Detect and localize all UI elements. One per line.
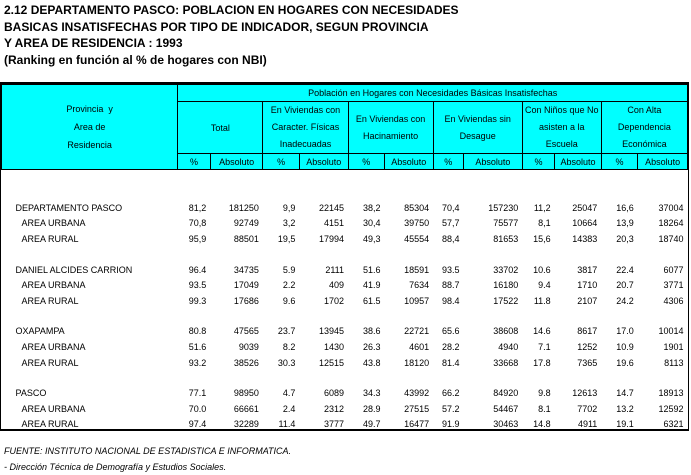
pct-cell: 28.9	[362, 403, 381, 414]
pct-cell: 8,1	[538, 218, 551, 229]
abs-header: Absoluto	[464, 154, 523, 170]
row-header-line-2: Area de	[73, 122, 106, 132]
pct-cell: 9.6	[282, 295, 296, 306]
pct-cell: 96.4	[188, 264, 207, 275]
pct-cell: 30.3	[277, 357, 296, 368]
abs-cell: 12613	[572, 388, 598, 399]
spacer-row	[2, 309, 688, 324]
pct-cell: 91.9	[441, 419, 460, 430]
abs-cell: 17522	[493, 295, 519, 306]
pct-cell: 19.6	[616, 357, 634, 368]
pct-cell: 14.7	[616, 388, 634, 399]
abs-header: Absoluto	[384, 154, 433, 170]
abs-cell: 1430	[323, 341, 345, 352]
abs-cell: 27515	[404, 403, 430, 414]
title-line-4: (Ranking en función al % de hogares con NBI)	[4, 52, 267, 67]
row-label: AREA URBANA	[21, 218, 86, 229]
abs-cell: 7365	[577, 357, 598, 368]
pct-header: %	[348, 154, 384, 170]
abs-cell: 66661	[233, 403, 259, 414]
abs-header: Absoluto	[299, 154, 348, 170]
pct-cell: 19,5	[277, 233, 296, 244]
pct-cell: 77.1	[188, 388, 207, 399]
abs-cell: 1710	[577, 280, 598, 291]
pct-cell: 3,2	[282, 218, 296, 229]
group-header-escuela	[522, 102, 601, 154]
pct-cell: 88.7	[441, 280, 460, 291]
table-row-area	[2, 401, 688, 417]
abs-header: Absoluto	[638, 154, 688, 170]
pct-cell: 81,2	[188, 202, 207, 213]
top-spacer-row	[2, 185, 688, 200]
abs-cell: 88501	[233, 233, 259, 244]
abs-cell: 409	[328, 280, 345, 291]
pct-cell: 16,6	[616, 202, 634, 213]
abs-cell: 17049	[233, 280, 259, 291]
pct-header: %	[601, 154, 637, 170]
abs-cell: 39750	[404, 218, 430, 229]
pct-cell: 28.2	[441, 341, 460, 352]
abs-cell: 18591	[404, 264, 430, 275]
abs-header: Absoluto	[555, 154, 602, 170]
abs-cell: 18740	[658, 233, 684, 244]
abs-header: Absoluto	[210, 154, 263, 170]
pct-cell: 2.2	[282, 280, 296, 291]
abs-cell: 12592	[658, 403, 684, 414]
abs-cell: 1252	[577, 341, 598, 352]
pct-cell: 34.3	[362, 388, 381, 399]
top-spacer-row	[2, 170, 688, 186]
abs-cell: 34735	[233, 264, 259, 275]
abs-cell: 10014	[658, 326, 684, 337]
abs-cell: 10664	[572, 218, 598, 229]
table-row-province	[2, 200, 688, 216]
pct-cell: 38.6	[362, 326, 381, 337]
row-label: AREA URBANA	[21, 341, 86, 352]
abs-cell: 47565	[233, 326, 259, 337]
pct-cell: 80.8	[188, 326, 207, 337]
abs-cell: 3771	[663, 280, 684, 291]
footer-department: - Dirección Técnica de Demografía y Estudios Sociales.	[4, 462, 227, 472]
row-label: OXAPAMPA	[15, 326, 65, 337]
abs-cell: 84920	[493, 388, 519, 399]
abs-cell: 4306	[663, 295, 684, 306]
abs-cell: 4601	[409, 341, 430, 352]
pct-cell: 13.2	[616, 403, 634, 414]
abs-cell: 17686	[233, 295, 259, 306]
pct-cell: 20,3	[616, 233, 634, 244]
pct-cell: 11.4	[278, 419, 296, 430]
abs-cell: 2111	[325, 264, 345, 275]
table-row-province	[2, 324, 688, 340]
footer-source: FUENTE: INSTITUTO NACIONAL DE ESTADISTICA E INFORMATICA.	[4, 446, 292, 456]
abs-cell: 18264	[658, 218, 684, 229]
pct-cell: 14.8	[533, 419, 551, 430]
title-line-2: BASICAS INSATISFECHAS POR TIPO DE INDICADOR, SEGUN PROVINCIA	[4, 19, 429, 34]
abs-cell: 38608	[493, 326, 519, 337]
abs-cell: 32289	[233, 419, 259, 430]
pct-cell: 23.7	[277, 326, 296, 337]
abs-cell: 3777	[323, 419, 345, 430]
pct-cell: 93.2	[188, 357, 207, 368]
abs-cell: 4151	[323, 218, 345, 229]
table-row-province	[2, 262, 688, 278]
title-line-3: Y AREA DE RESIDENCIA : 1993	[4, 36, 183, 50]
pct-cell: 70.0	[188, 403, 207, 414]
abs-cell: 4940	[498, 341, 519, 352]
abs-cell: 37004	[658, 202, 684, 213]
table-title	[4, 2, 459, 68]
pct-cell: 15,6	[533, 233, 551, 244]
group-header-desague-text: En Viviendas sin Desague	[444, 113, 511, 141]
pct-header: %	[178, 154, 210, 170]
abs-cell: 22145	[318, 202, 345, 213]
abs-cell: 9039	[238, 341, 259, 352]
row-label: DANIEL ALCIDES CARRION	[15, 264, 133, 275]
group-header-dependencia-text: Con Alta Dependencia Económica	[617, 105, 671, 149]
abs-cell: 18120	[404, 357, 430, 368]
row-label: DEPARTAMENTO PASCO	[15, 202, 123, 213]
pct-cell: 24.2	[616, 295, 634, 306]
pct-cell: 93.5	[188, 280, 207, 291]
pct-cell: 93.5	[441, 264, 460, 275]
abs-cell: 16477	[404, 419, 430, 430]
abs-cell: 4911	[577, 419, 598, 430]
pct-header: %	[433, 154, 463, 170]
nbi-table-container	[0, 82, 689, 431]
abs-cell: 8617	[577, 326, 598, 337]
pct-cell: 41.9	[362, 280, 381, 291]
pct-cell: 8.1	[538, 403, 551, 414]
spacer-cell	[2, 309, 688, 324]
abs-cell: 54467	[493, 403, 519, 414]
pct-cell: 95,9	[188, 233, 207, 244]
row-label: AREA URBANA	[21, 280, 86, 291]
spacer-row	[2, 370, 688, 385]
pct-cell: 43.8	[362, 357, 381, 368]
abs-cell: 12515	[318, 357, 345, 368]
abs-cell: 7634	[409, 280, 430, 291]
table-row-province	[2, 385, 688, 401]
abs-cell: 18913	[658, 388, 684, 399]
row-label: AREA RURAL	[21, 295, 79, 306]
abs-cell: 43992	[404, 388, 430, 399]
pct-cell: 57,7	[441, 218, 460, 229]
spacer-cell	[2, 247, 688, 262]
abs-cell: 6077	[663, 264, 684, 275]
abs-cell: 10957	[404, 295, 430, 306]
pct-cell: 38,2	[362, 202, 381, 213]
pct-cell: 66.2	[441, 388, 460, 399]
pct-cell: 70,8	[188, 218, 207, 229]
pct-cell: 17.8	[533, 357, 551, 368]
table-row-area	[2, 277, 688, 293]
abs-cell: 2312	[323, 403, 345, 414]
pct-cell: 61.5	[362, 295, 381, 306]
pct-cell: 7.1	[538, 341, 551, 352]
row-label: AREA URBANA	[21, 403, 86, 414]
abs-cell: 38526	[233, 357, 259, 368]
group-header-caracter-text: En Viviendas con Caracter. Físicas Inadecuadas	[270, 105, 341, 149]
pct-cell: 81.4	[441, 357, 460, 368]
abs-cell: 1702	[323, 295, 345, 306]
row-header-line-3: Residencia	[67, 140, 112, 150]
row-header-line-1: Provincia y	[66, 104, 113, 114]
pct-cell: 57.2	[441, 403, 460, 414]
pct-header: %	[263, 154, 299, 170]
row-label: PASCO	[15, 388, 47, 399]
pct-cell: 14.6	[533, 326, 551, 337]
group-header-caracter	[263, 102, 348, 154]
pct-cell: 20.7	[616, 280, 634, 291]
pct-cell: 99.3	[188, 295, 207, 306]
abs-cell: 16180	[493, 280, 519, 291]
abs-cell: 157230	[488, 202, 519, 213]
abs-cell: 22721	[404, 326, 430, 337]
pct-header: %	[522, 154, 554, 170]
table-row-area	[2, 231, 688, 247]
table-row-area	[2, 216, 688, 232]
title-line-1: 2.12 DEPARTAMENTO PASCO: POBLACION EN HOGARES CON NECESIDADES	[4, 3, 459, 17]
spacer-row	[2, 247, 688, 262]
super-header: Población en Hogares con Necesidades Básicas Insatisfechas	[178, 85, 688, 102]
pct-cell: 51.6	[188, 341, 207, 352]
abs-cell: 1901	[663, 341, 684, 352]
abs-cell: 98950	[233, 388, 259, 399]
spacer-cell	[2, 370, 688, 385]
pct-cell: 11.8	[533, 295, 551, 306]
pct-cell: 9.8	[538, 388, 551, 399]
table-body	[2, 170, 688, 433]
pct-cell: 70,4	[441, 202, 460, 213]
pct-cell: 26.3	[362, 341, 381, 352]
row-label: AREA RURAL	[21, 357, 79, 368]
pct-cell: 65.6	[441, 326, 460, 337]
pct-cell: 11,2	[533, 202, 551, 213]
abs-cell: 8113	[664, 357, 684, 368]
nbi-table	[1, 84, 688, 432]
abs-cell: 25047	[572, 202, 598, 213]
abs-cell: 2107	[577, 295, 598, 306]
group-header-dependencia	[601, 102, 687, 154]
pct-cell: 2.4	[282, 403, 296, 414]
abs-cell: 81653	[493, 233, 519, 244]
pct-cell: 5.9	[282, 264, 296, 275]
abs-cell: 92749	[233, 218, 259, 229]
pct-cell: 10.6	[533, 264, 551, 275]
pct-cell: 8.2	[282, 341, 296, 352]
table-row-area	[2, 293, 688, 309]
table-row-area	[2, 339, 688, 355]
abs-cell: 85304	[404, 202, 430, 213]
group-header-total: Total	[178, 102, 263, 154]
abs-cell: 30463	[493, 419, 519, 430]
abs-cell: 3817	[577, 264, 598, 275]
pct-cell: 9.4	[538, 280, 551, 291]
abs-cell: 13945	[318, 326, 345, 337]
abs-cell: 6089	[323, 388, 345, 399]
abs-cell: 17994	[318, 233, 345, 244]
table-footer	[4, 443, 291, 475]
group-header-desague	[433, 102, 522, 154]
pct-cell: 98.4	[441, 295, 460, 306]
pct-cell: 19.1	[616, 419, 634, 430]
table-row-area	[2, 417, 688, 433]
row-header	[2, 85, 178, 170]
pct-cell: 22.4	[616, 264, 634, 275]
abs-cell: 33668	[493, 357, 519, 368]
group-header-escuela-text: Con Niños que No asisten a la Escuela	[525, 105, 599, 149]
abs-cell: 6321	[663, 419, 684, 430]
pct-cell: 13,9	[616, 218, 634, 229]
pct-cell: 17.0	[616, 326, 634, 337]
abs-cell: 33702	[493, 264, 519, 275]
pct-cell: 9,9	[282, 202, 296, 213]
row-label: AREA RURAL	[21, 233, 79, 244]
pct-cell: 49.7	[362, 419, 381, 430]
pct-cell: 51.6	[362, 264, 381, 275]
row-label: AREA RURAL	[21, 419, 79, 430]
abs-cell: 45554	[404, 233, 430, 244]
pct-cell: 88,4	[441, 233, 460, 244]
pct-cell: 4.7	[282, 388, 296, 399]
group-header-hacinamiento-text: En Viviendas con Hacinamiento	[355, 113, 426, 141]
abs-cell: 7702	[577, 403, 598, 414]
table-row-area	[2, 355, 688, 371]
pct-cell: 49,3	[362, 233, 381, 244]
abs-cell: 14383	[572, 233, 598, 244]
pct-cell: 30,4	[362, 218, 381, 229]
abs-cell: 181250	[228, 202, 259, 213]
pct-cell: 97.4	[188, 419, 207, 430]
abs-cell: 75577	[493, 218, 519, 229]
pct-cell: 10.9	[616, 341, 634, 352]
group-header-hacinamiento	[348, 102, 433, 154]
